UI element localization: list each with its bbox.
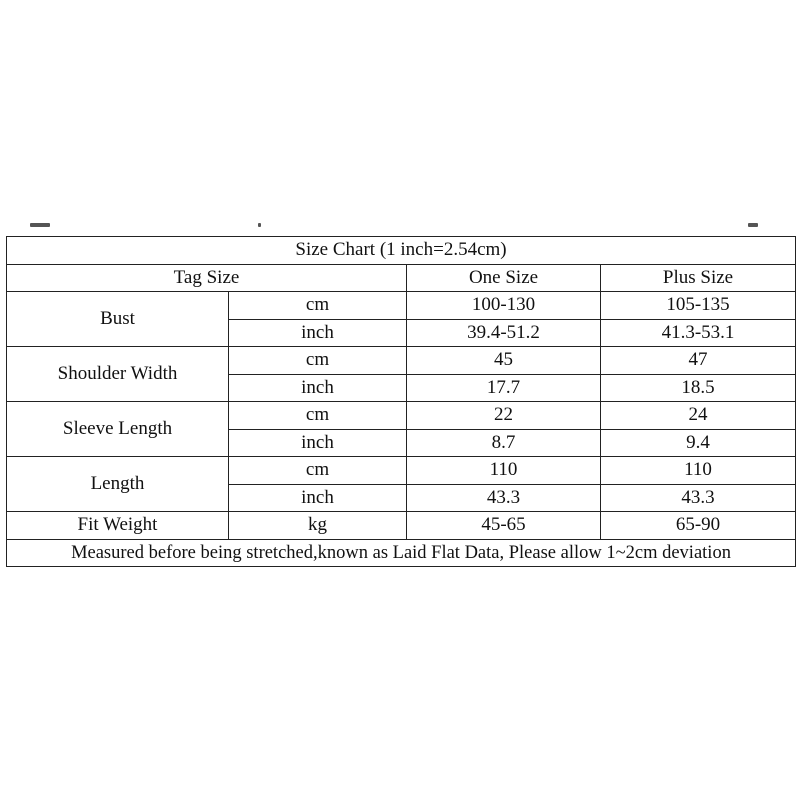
one-size-value: 22 — [407, 402, 601, 430]
table-title: Size Chart (1 inch=2.54cm) — [7, 237, 796, 265]
plus-size-value: 9.4 — [601, 429, 796, 457]
one-size-value: 45 — [407, 347, 601, 375]
unit-cell: inch — [229, 429, 407, 457]
cropped-text-artifact — [748, 223, 758, 227]
one-size-value: 8.7 — [407, 429, 601, 457]
plus-size-value: 105-135 — [601, 292, 796, 320]
measurement-label: Fit Weight — [7, 512, 229, 540]
one-size-value: 110 — [407, 457, 601, 485]
unit-cell: inch — [229, 374, 407, 402]
table-row — [7, 512, 796, 540]
header-plus-size: Plus Size — [601, 264, 796, 292]
table-row — [7, 292, 796, 320]
plus-size-value: 18.5 — [601, 374, 796, 402]
unit-cell: inch — [229, 484, 407, 512]
note-row — [7, 539, 796, 567]
header-row — [7, 264, 796, 292]
one-size-value: 100-130 — [407, 292, 601, 320]
measurement-note: Measured before being stretched,known as Laid Flat Data, Please allow 1~2cm deviation — [7, 539, 796, 567]
measurement-label: Shoulder Width — [7, 347, 229, 402]
title-row — [7, 237, 796, 265]
plus-size-value: 41.3-53.1 — [601, 319, 796, 347]
one-size-value: 43.3 — [407, 484, 601, 512]
plus-size-value: 43.3 — [601, 484, 796, 512]
unit-cell: cm — [229, 292, 407, 320]
header-tag-size: Tag Size — [7, 264, 407, 292]
unit-cell: inch — [229, 319, 407, 347]
cropped-text-artifact — [258, 223, 261, 227]
plus-size-value: 110 — [601, 457, 796, 485]
unit-cell: cm — [229, 347, 407, 375]
unit-cell: cm — [229, 457, 407, 485]
table-row — [7, 347, 796, 375]
unit-cell: cm — [229, 402, 407, 430]
table-row — [7, 457, 796, 485]
one-size-value: 17.7 — [407, 374, 601, 402]
one-size-value: 39.4-51.2 — [407, 319, 601, 347]
table-row — [7, 402, 796, 430]
measurement-label: Length — [7, 457, 229, 512]
one-size-value: 45-65 — [407, 512, 601, 540]
unit-cell: kg — [229, 512, 407, 540]
plus-size-value: 24 — [601, 402, 796, 430]
cropped-text-artifact — [30, 223, 50, 227]
plus-size-value: 47 — [601, 347, 796, 375]
measurement-label: Sleeve Length — [7, 402, 229, 457]
plus-size-value: 65-90 — [601, 512, 796, 540]
measurement-label: Bust — [7, 292, 229, 347]
size-chart-table — [6, 236, 796, 567]
header-one-size: One Size — [407, 264, 601, 292]
